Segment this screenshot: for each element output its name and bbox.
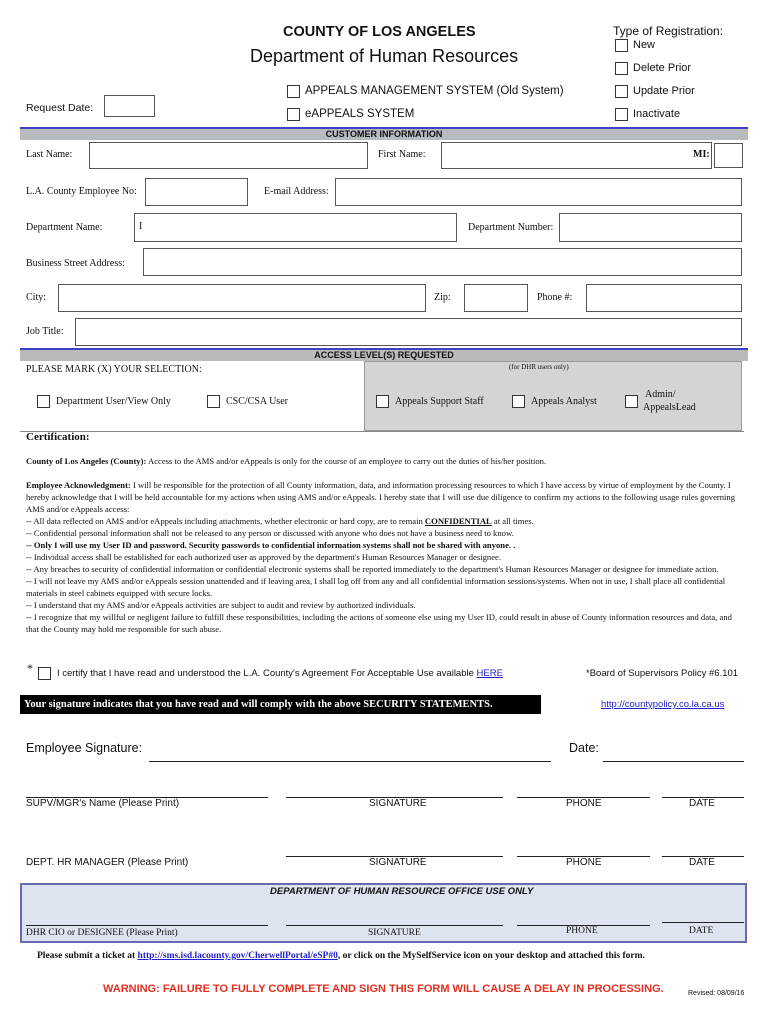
hr-manager-label: DEPT. HR MANAGER (Please Print) (26, 857, 189, 868)
ack-lead: Employee Acknowledgment: (26, 480, 131, 490)
certification-body (26, 455, 746, 635)
registration-inactivate-label: Inactivate (633, 108, 681, 120)
acknowledgment-statement (26, 479, 746, 515)
supv-date-label: DATE (689, 798, 715, 809)
appeals-analyst-checkbox[interactable] (512, 395, 525, 408)
certification-heading: Certification: (26, 431, 90, 443)
employee-date-line[interactable] (603, 761, 744, 762)
submit-post: , or click on the MySelfService icon on your desktop and attached this form. (337, 951, 645, 961)
appeals-support-label: Appeals Support Staff (395, 396, 484, 407)
dept-name-label: Department Name: (26, 222, 103, 233)
rule-1-tail: at all times. (491, 516, 534, 526)
dept-name-value: I (139, 221, 143, 232)
agreement-statement: I certify that I have read and understood the L.A. County's Agreement For Acceptable Use available (57, 668, 477, 679)
appeals-support-checkbox[interactable] (376, 395, 389, 408)
registration-type-label: Type of Registration: (613, 24, 724, 38)
registration-new-label: New (633, 39, 656, 51)
employee-signature-line[interactable] (149, 761, 551, 762)
supv-name-label: SUPV/MGR's Name (Please Print) (26, 798, 180, 809)
cio-phone-label: PHONE (566, 926, 598, 936)
cio-signature-line[interactable] (286, 925, 503, 926)
registration-inactivate-checkbox[interactable] (615, 108, 628, 121)
job-title-label: Job Title: (26, 326, 64, 337)
cio-date-line[interactable] (662, 922, 744, 923)
ams-system-checkbox[interactable] (287, 85, 300, 98)
csc-user-label: CSC/CSA User (226, 396, 288, 407)
hr-phone-label: PHONE (566, 857, 602, 868)
admin-lead-checkbox[interactable] (625, 395, 638, 408)
county-text: Access to the AMS and/or eAppeals is only for the course of an employee to carry out the duties of his/her position. (146, 456, 547, 466)
agreement-asterisk: * (27, 661, 33, 675)
cio-signature-label: SIGNATURE (368, 928, 421, 938)
email-field[interactable] (335, 178, 742, 206)
rule-3: -- Only I will use my User ID and password. Security passwords to confidential information systems shall not be shared with anyone. . (26, 540, 516, 550)
rule-2: -- Confidential personal information shall not be released to any person or discussed with anyone who does not have a business need to know. (26, 528, 514, 538)
rule-1-text: -- All data reflected on AMS and/or eAppeals including attachments, whether electronic or hard copy, are to remain (26, 516, 425, 526)
phone-label: Phone #: (537, 292, 573, 303)
county-title: COUNTY OF LOS ANGELES (283, 24, 476, 40)
hr-signature-label: SIGNATURE (369, 857, 427, 868)
agreement-here-link[interactable]: HERE (476, 668, 503, 679)
employee-no-label: L.A. County Employee No: (26, 186, 137, 197)
mi-field[interactable] (714, 143, 743, 168)
job-title-field[interactable] (75, 318, 742, 346)
rule-8: -- I recognize that my willful or negligent failure to fulfill these responsibilities, including the actions of someone else using my User ID, could result in abuse of County information resources and data, and that the County may hold me responsible for such abuse. (26, 612, 732, 634)
hr-date-label: DATE (689, 857, 715, 868)
ams-system-label: APPEALS MANAGEMENT SYSTEM (Old System) (305, 85, 564, 97)
last-name-label: Last Name: (26, 149, 73, 160)
policy-url-link[interactable]: http://countypolicy.co.la.ca.us (601, 699, 725, 710)
dept-user-checkbox[interactable] (37, 395, 50, 408)
employee-date-label: Date: (569, 741, 599, 755)
admin-label-line1: Admin/ (645, 389, 676, 400)
city-label: City: (26, 292, 47, 303)
office-use-title: DEPARTMENT OF HUMAN RESOURCE OFFICE USE ONLY (270, 886, 534, 897)
confidential-emphasis: CONFIDENTIAL (424, 516, 492, 526)
agreement-checkbox[interactable] (38, 667, 51, 680)
revised-date: Revised: 08/09/16 (688, 990, 745, 997)
cio-label: DHR CIO or DESIGNEE (Please Print) (26, 928, 178, 938)
street-label: Business Street Address: (26, 258, 125, 269)
eappeals-system-label: eAPPEALS SYSTEM (305, 108, 415, 120)
mi-label: MI: (693, 149, 710, 160)
appeals-analyst-label: Appeals Analyst (531, 396, 597, 407)
rule-1 (26, 515, 746, 527)
agreement-text (57, 668, 503, 679)
ack-text: I will be responsible for the protection of all County information, data, and information processing resources to which I have access by virtue of employment by the County. I hereby acknowledge that I will be held accountable for my actions when using AMS and/or eAppeals. I hereby state that I will use due diligence to confirm my actions to the following usage rules governing AMS and/or eAppeals access: (26, 480, 736, 514)
cio-name-line[interactable] (26, 925, 268, 926)
request-date-field[interactable] (104, 95, 155, 117)
rule-6: -- I will not leave my AMS and/or eAppeals session unattended and if leaving area, I shall log off from any and all confidential information sessions/systems. When not in use, I shall place all confidential materials in steel cabinets equipped with secure locks. (26, 576, 726, 598)
warning-text: WARNING: FAILURE TO FULLY COMPLETE AND SIGN THIS FORM WILL CAUSE A DELAY IN PROCESSING. (103, 983, 664, 995)
submit-pre: Please submit a ticket at (37, 951, 138, 961)
last-name-field[interactable] (89, 142, 368, 169)
first-name-field[interactable] (441, 142, 712, 169)
county-lead: County of Los Angeles (County): (26, 456, 147, 466)
policy-reference: *Board of Supervisors Policy #6.101 (586, 668, 739, 679)
registration-delete-checkbox[interactable] (615, 62, 628, 75)
registration-update-label: Update Prior (633, 85, 695, 97)
phone-field[interactable] (586, 284, 742, 312)
access-levels-header: ACCESS LEVEL(S) REQUESTED (20, 348, 748, 361)
customer-info-header: CUSTOMER INFORMATION (20, 127, 748, 140)
supv-phone-label: PHONE (566, 798, 602, 809)
rule-4: -- Individual access shall be established for each authorized user as approved by the department's Human Resources Manager or designee. (26, 552, 501, 562)
street-field[interactable] (143, 248, 742, 276)
department-title: Department of Human Resources (250, 46, 519, 66)
eappeals-system-checkbox[interactable] (287, 108, 300, 121)
registration-delete-label: Delete Prior (633, 62, 692, 74)
dhr-only-note: (for DHR users only) (509, 363, 569, 371)
employee-signature-label: Employee Signature: (26, 741, 143, 755)
access-instruction: PLEASE MARK (X) YOUR SELECTION: (26, 364, 202, 375)
csc-user-checkbox[interactable] (207, 395, 220, 408)
email-label: E-mail Address: (264, 186, 329, 197)
county-statement (26, 455, 746, 467)
dept-name-field[interactable] (134, 213, 457, 242)
registration-new-checkbox[interactable] (615, 39, 628, 52)
dept-user-label: Department User/View Only (56, 396, 171, 407)
rule-5: -- Any breaches to security of confidential information or confidential electronic systems shall be reported immediately to the department's Human Resources Manager or designee for immediate action. (26, 564, 719, 574)
signature-banner: Your signature indicates that you have read and will comply with the above SECURITY STATEMENTS. (20, 695, 541, 714)
zip-label: Zip: (434, 292, 451, 303)
rule-7: -- I understand that my AMS and/or eAppeals activities are subject to audit and review by authorized individuals. (26, 600, 416, 610)
registration-update-checkbox[interactable] (615, 85, 628, 98)
dept-number-label: Department Number: (468, 222, 554, 233)
supv-signature-label: SIGNATURE (369, 798, 427, 809)
zip-field[interactable] (464, 284, 528, 312)
request-date-label: Request Date: (26, 102, 94, 114)
first-name-label: First Name: (378, 149, 426, 160)
cherwell-portal-link[interactable]: http://sms.isd.lacounty.gov/CherwellPortal/eSP#0 (137, 951, 338, 961)
employee-no-field[interactable] (145, 178, 248, 206)
admin-label-line2: AppealsLead (643, 402, 696, 413)
access-bottom-rule (20, 431, 744, 432)
cio-date-label: DATE (689, 926, 714, 936)
submit-instruction (37, 951, 645, 961)
city-field[interactable] (58, 284, 426, 312)
dept-number-field[interactable] (559, 213, 742, 242)
